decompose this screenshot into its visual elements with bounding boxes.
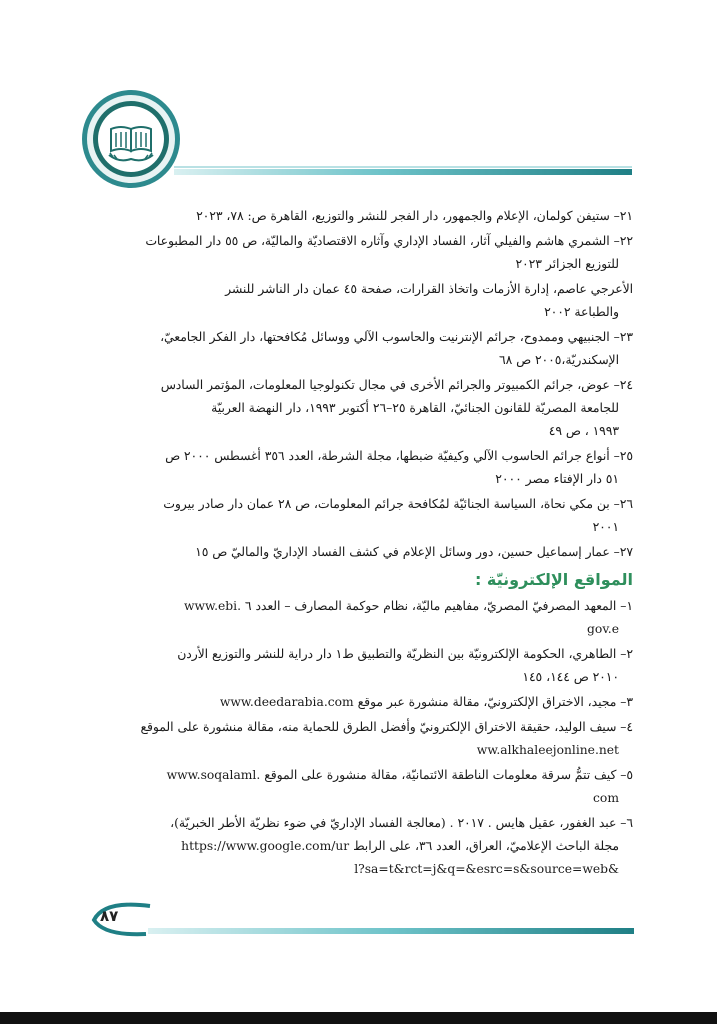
page-number-arc-icon [84, 900, 154, 940]
website-reference-line: ٢٠١٠ ص ١٤٤، ١٤٥ [522, 670, 619, 684]
website-reference-item [88, 764, 633, 810]
reference-item [88, 541, 633, 564]
reference-item [88, 230, 633, 276]
website-reference-item [88, 691, 633, 714]
website-reference-line: ٥– كيف تتمُّ سرقة معلومات الناطقة الائتمانيّة، مقالة منشورة على الموقع .www.soqalaml [166, 768, 633, 782]
website-reference-line: ٦– عبد الغفور، عقيل هايس . ٢٠١٧ . (معالجة الفساد الإداريّ في ضوء نظريّة الأطر الخبريّة)، [170, 816, 633, 830]
reference-line: والطباعة ٢٠٠٢ [544, 305, 619, 319]
websites-list [88, 595, 633, 881]
reference-line: ٢٤– عوض، جرائم الكمبيوتر والجرائم الأخرى في مجال تكنولوجيا المعلومات، المؤتمر السادس [160, 378, 633, 392]
page-number: ٨٧ [100, 907, 119, 925]
reference-item [88, 374, 633, 443]
website-reference-line: &l?sa=t&rct=j&q=&esrc=s&source=web [354, 862, 619, 876]
website-reference-item [88, 643, 633, 689]
website-reference-line: ww.alkhaleejonline.net [476, 743, 619, 757]
website-reference-line: مجلة الباحث الإعلاميّ، العراق، العدد ٣٦، على الرابط https://www.google.com/ur [181, 839, 619, 853]
references-list [88, 205, 633, 564]
reference-line: الإسكندريّة،٢٠٠٥ ص ٦٨ [499, 353, 619, 367]
reference-line: الأعرجي عاصم، إدارة الأزمات واتخاذ القرارات، صفحة ٤٥ عمان دار الناشر للنشر [225, 282, 633, 296]
website-reference-item [88, 595, 633, 641]
website-reference-line: ٣– مجيد، الاختراق الإلكترونيّ، مقالة منشورة عبر موقع www.deedarabia.com [219, 695, 633, 709]
website-reference-line: ٤– سيف الوليد، حقيقة الاختراق الإلكترونيّ وأفضل الطرق للحماية منه، مقالة منشورة على الموقع [140, 720, 633, 734]
reference-line: ٢٠٠١ [592, 520, 619, 534]
website-reference-line: gov.e [587, 622, 619, 636]
reference-line: ٢١– ستيفن كولمان، الإعلام والجمهور، دار الفجر للنشر والتوزيع، القاهرة ص: ٧٨، ٢٠٢٣ [196, 209, 633, 223]
references-content [88, 205, 633, 883]
reference-item [88, 493, 633, 539]
reference-line: ٢٥– أنواع جرائم الحاسوب الآلي وكيفيّة ضبطها، مجلة الشرطة، العدد ٣٥٦ أغسطس ٢٠٠٠ ص [165, 449, 633, 463]
journal-emblem-icon [81, 89, 181, 189]
footer-divider-bar [148, 928, 634, 934]
website-reference-line: ١– المعهد المصرفيّ المصريّ، مفاهيم ماليّة، نظام حوكمة المصارف – العدد ٦ .www.ebi [183, 599, 633, 613]
websites-section-title: المواقع الإلكترونيّة : [474, 570, 633, 589]
reference-line: للجامعة المصريّة للقانون الجنائيّ، القاهرة ٢٥–٢٦ أكتوبر ١٩٩٣، دار النهضة العربيّة [211, 401, 619, 415]
reference-line: ١٩٩٣ ، ص ٤٩ [548, 424, 619, 438]
reference-line: ٥١ دار الإفتاء مصر ٢٠٠٠ [495, 472, 619, 486]
reference-item [88, 278, 633, 324]
reference-line: ٢٢– الشمري هاشم والفيلي آثار، الفساد الإداري وآثاره الاقتصاديّة والماليّة، ص ٥٥ دار المطبوعات [145, 234, 633, 248]
website-reference-item [88, 812, 633, 881]
reference-item [88, 445, 633, 491]
website-reference-line: com [593, 791, 619, 805]
bottom-edge-strip [0, 1012, 717, 1024]
reference-line: ٢٦– بن مكي نحاة، السياسة الجنائيّة لمُكافحة جرائم المعلومات، ص ٢٨ عمان دار صادر بيروت [163, 497, 633, 511]
reference-line: للتوزيع الجزائر ٢٠٢٣ [515, 257, 619, 271]
reference-item [88, 326, 633, 372]
header-divider-bar [174, 166, 632, 178]
reference-line: ٢٣– الجنبيهي وممدوح، جرائم الإنترنيت والحاسوب الآلي ووسائل مُكافحتها، دار الفكر الجامعيّ، [160, 330, 633, 344]
website-reference-line: ٢– الطاهري، الحكومة الإلكترونيّة بين النظريّة والتطبيق ط١ دار دراية للنشر والتوزيع الأردن [177, 647, 633, 661]
reference-line: ٢٧– عمار إسماعيل حسين، دور وسائل الإعلام في كشف الفساد الإداريّ والماليّ ص ١٥ [195, 545, 633, 559]
reference-item [88, 205, 633, 228]
website-reference-item [88, 716, 633, 762]
